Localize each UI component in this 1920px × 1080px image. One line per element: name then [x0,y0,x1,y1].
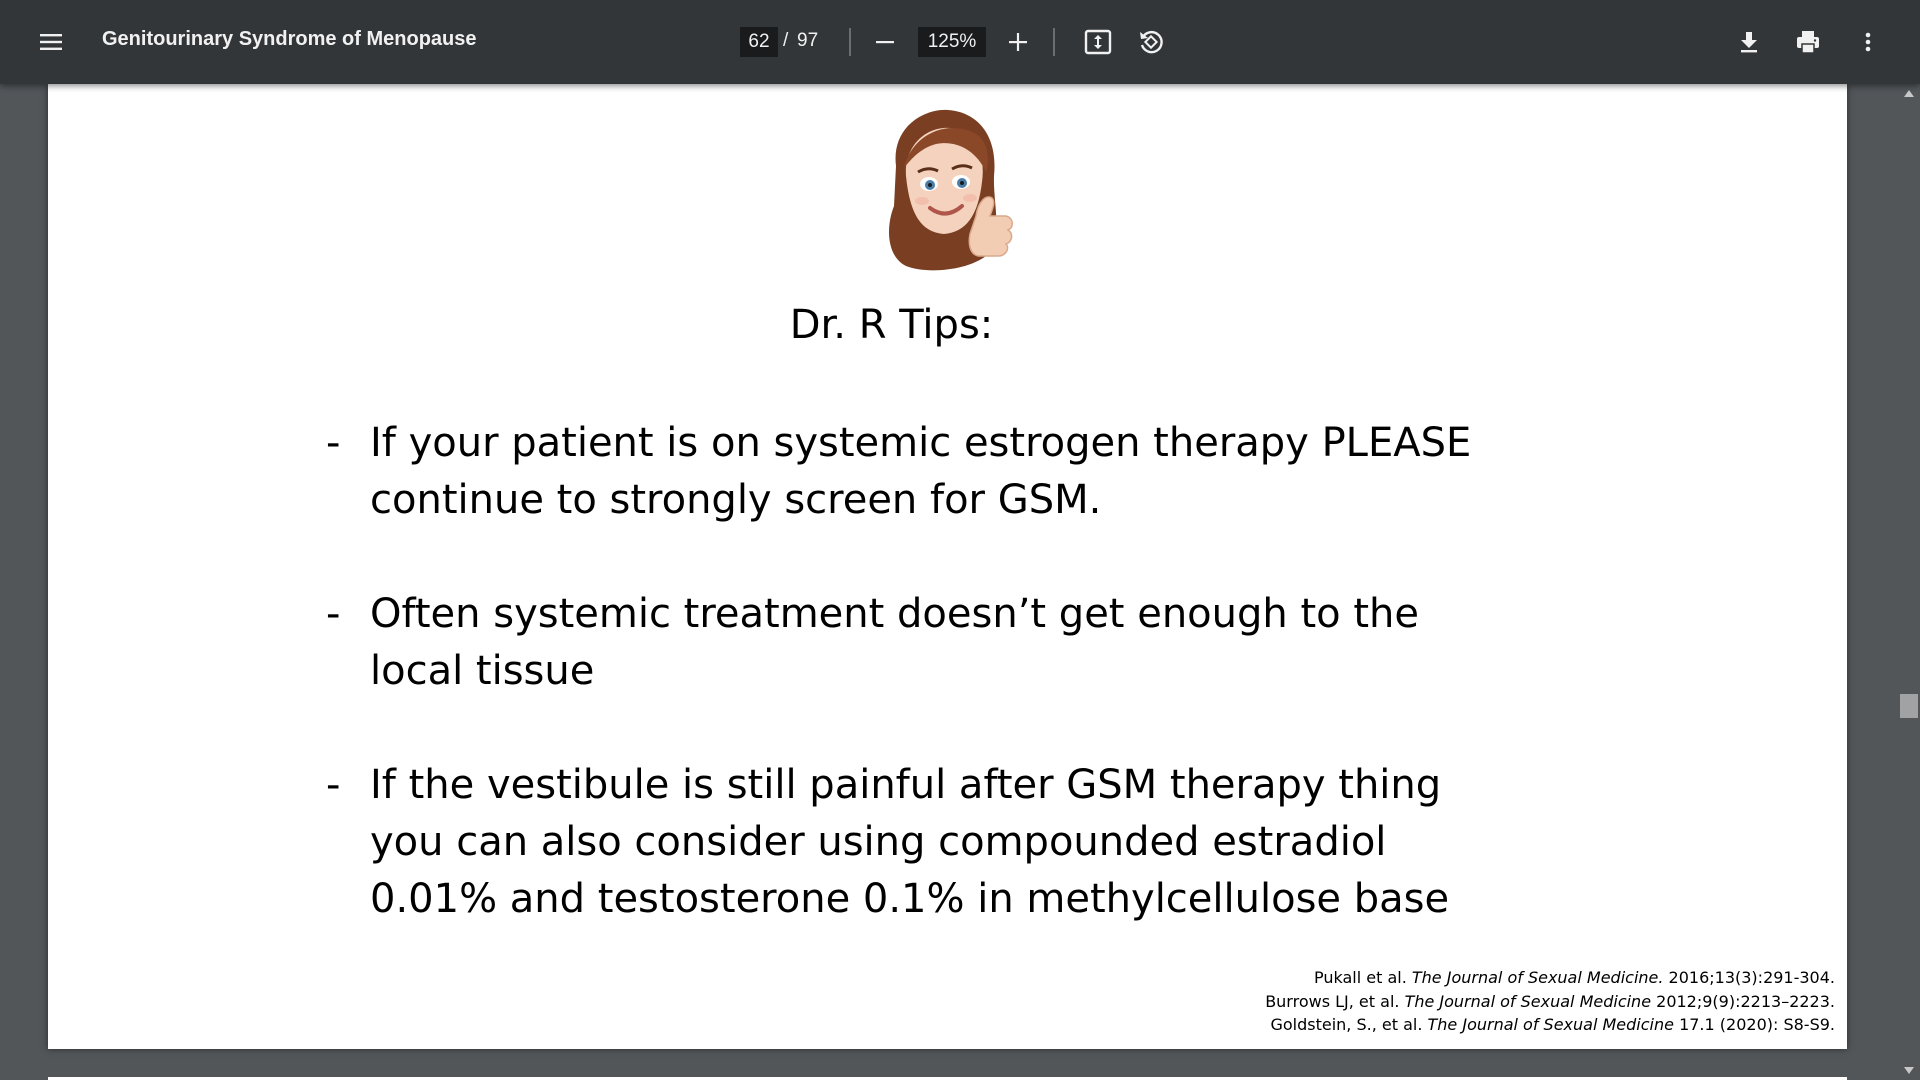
pdf-viewer[interactable] [0,84,1920,1080]
rotate-icon [1137,28,1165,56]
print-icon [1795,29,1821,55]
bullet-line: 0.01% and testosterone 0.1% in methylcellulose base [370,876,1450,922]
plus-icon [1007,31,1029,53]
reference-authors: Burrows LJ, et al. [1265,991,1405,1011]
bullet-text [370,757,1530,928]
bullet-line: you can also consider using compounded estradiol [370,819,1387,865]
avatar [866,106,1018,274]
zoom-out-button[interactable] [863,20,907,64]
reference-line [1265,1013,1835,1037]
toolbar-divider [1053,28,1055,56]
bullet-dash: - [326,420,341,466]
more-vert-icon [1856,30,1880,54]
scroll-thumb[interactable] [1900,694,1918,718]
download-icon [1737,30,1761,54]
bullet-text [370,586,1530,700]
print-button[interactable] [1786,20,1830,64]
download-button[interactable] [1727,20,1771,64]
references [1265,966,1835,1037]
page-separator: / [783,30,789,51]
bullet-dash: - [326,591,341,637]
rotate-button[interactable] [1129,20,1173,64]
minus-icon [874,31,896,53]
pdf-page [48,84,1847,1049]
reference-journal: The Journal of Sexual Medicine [1404,991,1652,1011]
bullet-line: continue to strongly screen for GSM. [370,477,1102,523]
slide-title: Dr. R Tips: [789,302,994,348]
menu-button[interactable] [29,20,73,64]
zoom-level-input[interactable] [918,27,986,57]
reference-journal: The Journal of Sexual Medicine. [1411,968,1664,987]
reference-authors: Pukall et al. [1313,968,1412,987]
bullet-line: local tissue [370,648,595,694]
vertical-scrollbar[interactable] [1898,84,1920,1080]
reference-authors: Goldstein, S., et al. [1270,1015,1428,1034]
reference-citation: 2016;13(3):291-304. [1663,968,1835,987]
page-number-input[interactable] [740,27,778,57]
menu-icon [39,30,63,54]
fit-to-page-button[interactable] [1076,20,1120,64]
pdf-toolbar [0,0,1920,84]
reference-line [1265,990,1835,1014]
bullet-dash: - [326,762,341,808]
scroll-up-icon[interactable] [1904,90,1914,97]
bullet-line: Often systemic treatment doesn’t get enough to the [370,591,1419,637]
reference-journal: The Journal of Sexual Medicine [1427,1015,1674,1034]
reference-citation: 17.1 (2020): S8-S9. [1673,1015,1835,1034]
bullet-line: If the vestibule is still painful after GSM therapy thing [370,762,1442,808]
scroll-down-icon[interactable] [1904,1067,1914,1074]
more-options-button[interactable] [1846,20,1890,64]
toolbar-divider [849,28,851,56]
fit-to-page-icon [1084,28,1112,56]
zoom-in-button[interactable] [996,20,1040,64]
reference-line [1265,966,1835,990]
page-total: 97 [797,30,819,51]
bullet-text [370,415,1530,529]
bullet-line: If your patient is on systemic estrogen therapy PLEASE [370,420,1472,466]
reference-citation: 2012;9(9):2213–2223. [1651,991,1835,1011]
document-title: Genitourinary Syndrome of Menopause [102,28,477,50]
